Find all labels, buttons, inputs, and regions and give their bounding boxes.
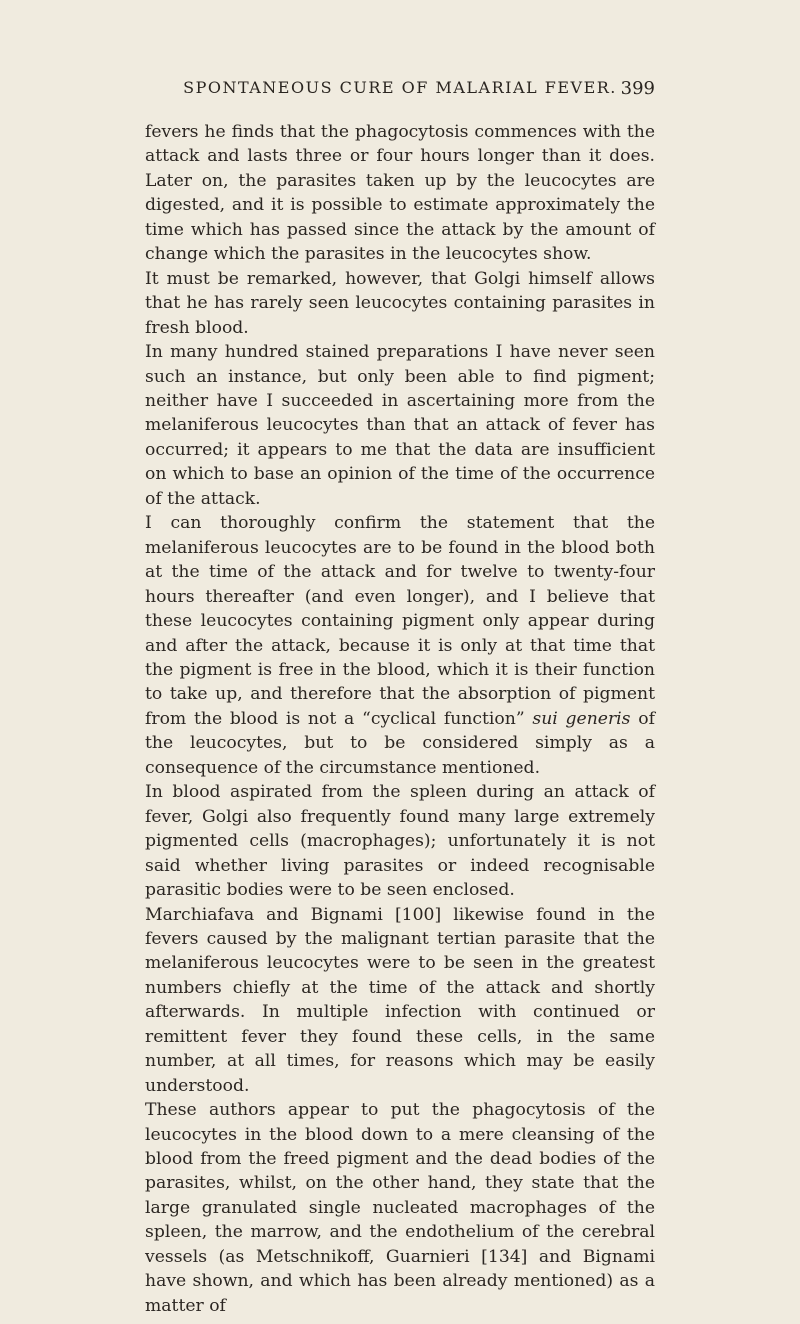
paragraph-4-italic: sui generis [532, 708, 631, 729]
page-number: 399 [620, 78, 655, 99]
paragraph-6: Marchiafava and Bignami [100] likewise found in the fevers caused by the malignant tertian parasite that the melaniferous leucocytes were to be seen in the greatest numbers chiefly at the time of the attack and shortly afterwards. In multiple infection with continued or remittent fever they found these cells, in the same number, at all times, for reasons which may be easily understood. [145, 904, 655, 1096]
body-text [145, 120, 655, 1318]
paragraph-3: In many hundred stained preparations I have never seen such an instance, but only been able to find pigment; neither have I succeeded in ascertaining more from the melaniferous leucocytes than that an attack of fever has occurred; it appears to me that the data are insufficient on which to base an opinion of the time of the occurrence of the attack. [145, 342, 655, 509]
paragraph-4-text-b: of the leucocytes, but to be considered simply as a consequence of the circumstance mentioned. [145, 708, 655, 778]
paragraph-4-text-a: I can thoroughly confirm the statement that the melaniferous leucocytes are to be found in the blood both at the time of the attack and for twelve to twenty-four hours thereafter (and even longer), and I believe that these leucocytes containing pigment only appear during and after the attack, because it is only at that time that the pigment is free in the blood, which it is their function to take up, and therefore that the absorption of pigment from the blood is not a “cyclical function” [145, 513, 655, 729]
running-head-title: SPONTANEOUS CURE OF MALARIAL FEVER. [183, 78, 617, 97]
paragraph-2: It must be remarked, however, that Golgi himself allows that he has rarely seen leucocytes containing parasites in fresh blood. [145, 268, 655, 338]
paragraph-4 [145, 511, 655, 780]
paragraph-7: These authors appear to put the phagocytosis of the leucocytes in the blood down to a mere cleansing of the blood from the freed pigment and the dead bodies of the parasites, whilst, on the other hand, they state that the large granulated single nucleated macrophages of the spleen, the marrow, and the endothelium of the cerebral vessels (as Metschnikoff, Guarnieri [134] and Bignami have shown, and which has been already mentioned) as a matter of [145, 1100, 655, 1316]
paragraph-1: fevers he finds that the phagocytosis commences with the attack and lasts three or four hours longer than it does. Later on, the parasites taken up by the leucocytes are digested, and it is possible to estimate approximately the time which has passed since the attack by the amount of change which the parasites in the leucocytes show. [145, 122, 655, 265]
paragraph-5: In blood aspirated from the spleen during an attack of fever, Golgi also frequently found many large extremely pigmented cells (macrophages); unfortunately it is not said whether living parasites or indeed recognisable parasitic bodies were to be seen enclosed. [145, 782, 655, 901]
